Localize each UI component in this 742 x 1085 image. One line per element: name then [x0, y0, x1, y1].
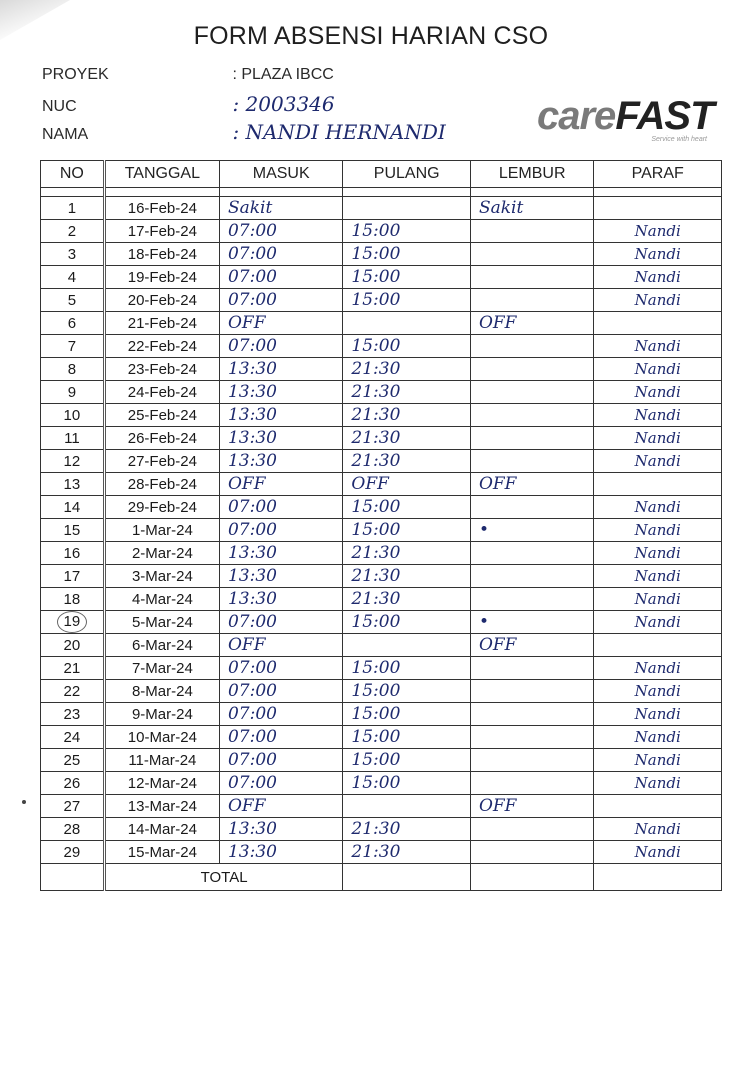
cell-pulang: 15:00: [343, 703, 471, 726]
cell-lembur: [470, 289, 593, 312]
cell-tanggal: 24-Feb-24: [104, 381, 219, 404]
cell-pulang: 21:30: [343, 450, 471, 473]
cell-no: 29: [41, 841, 105, 864]
cell-lembur: [470, 818, 593, 841]
cell-no: 14: [41, 496, 105, 519]
cell-tanggal: 18-Feb-24: [104, 243, 219, 266]
attendance-table-wrap: [40, 160, 722, 891]
table-row: [41, 841, 722, 864]
header-gap-row: [41, 188, 722, 197]
table-row: [41, 266, 722, 289]
cell-pulang: 15:00: [343, 749, 471, 772]
cell-tanggal: 23-Feb-24: [104, 358, 219, 381]
cell-pulang: [343, 634, 471, 657]
cell-masuk: Sakit: [219, 197, 342, 220]
table-row: [41, 197, 722, 220]
cell-pulang: 15:00: [343, 266, 471, 289]
cell-no: 5: [41, 289, 105, 312]
total-lembur: [470, 864, 593, 891]
cell-paraf: Nandi: [594, 450, 722, 473]
cell-tanggal: 2-Mar-24: [104, 542, 219, 565]
table-row: [41, 542, 722, 565]
cell-pulang: 15:00: [343, 243, 471, 266]
cell-lembur: [470, 220, 593, 243]
cell-no: 25: [41, 749, 105, 772]
table-row: [41, 795, 722, 818]
cell-pulang: 15:00: [343, 772, 471, 795]
cell-lembur: [470, 450, 593, 473]
table-row: [41, 634, 722, 657]
cell-lembur: •: [470, 611, 593, 634]
cell-no: 4: [41, 266, 105, 289]
stray-ink-dot: [22, 800, 26, 804]
cell-paraf: Nandi: [594, 703, 722, 726]
cell-masuk: 07:00: [219, 496, 342, 519]
table-row: [41, 818, 722, 841]
cell-lembur: [470, 266, 593, 289]
cell-masuk: 07:00: [219, 243, 342, 266]
table-row: [41, 220, 722, 243]
cell-no: 7: [41, 335, 105, 358]
nuc-value: : 2003346: [232, 92, 335, 116]
table-row: [41, 335, 722, 358]
cell-lembur: [470, 565, 593, 588]
cell-masuk: 07:00: [219, 611, 342, 634]
cell-no: 28: [41, 818, 105, 841]
table-row: [41, 703, 722, 726]
circled-number: 19: [57, 611, 87, 633]
cell-pulang: [343, 312, 471, 335]
cell-pulang: 21:30: [343, 565, 471, 588]
cell-lembur: [470, 496, 593, 519]
cell-lembur: [470, 335, 593, 358]
cell-no: 9: [41, 381, 105, 404]
cell-paraf: Nandi: [594, 427, 722, 450]
info-proyek: [42, 66, 334, 84]
cell-masuk: 07:00: [219, 749, 342, 772]
cell-masuk: 07:00: [219, 726, 342, 749]
total-row: [41, 864, 722, 891]
cell-no: 17: [41, 565, 105, 588]
cell-tanggal: 29-Feb-24: [104, 496, 219, 519]
cell-pulang: [343, 795, 471, 818]
cell-paraf: Nandi: [594, 335, 722, 358]
cell-no: 26: [41, 772, 105, 795]
cell-masuk: 13:30: [219, 542, 342, 565]
cell-lembur: [470, 680, 593, 703]
cell-masuk: 07:00: [219, 220, 342, 243]
cell-lembur: [470, 243, 593, 266]
cell-no: 10: [41, 404, 105, 427]
cell-tanggal: 3-Mar-24: [104, 565, 219, 588]
cell-tanggal: 27-Feb-24: [104, 450, 219, 473]
info-nuc: [42, 92, 335, 116]
cell-pulang: 15:00: [343, 611, 471, 634]
cell-lembur: [470, 358, 593, 381]
cell-paraf: [594, 197, 722, 220]
cell-pulang: 21:30: [343, 427, 471, 450]
info-nama: [42, 120, 446, 144]
cell-no: 21: [41, 657, 105, 680]
cell-paraf: Nandi: [594, 611, 722, 634]
cell-pulang: 21:30: [343, 818, 471, 841]
table-row: [41, 473, 722, 496]
cell-paraf: Nandi: [594, 496, 722, 519]
cell-tanggal: 9-Mar-24: [104, 703, 219, 726]
cell-no: 13: [41, 473, 105, 496]
cell-tanggal: 26-Feb-24: [104, 427, 219, 450]
cell-tanggal: 15-Mar-24: [104, 841, 219, 864]
attendance-table: [40, 160, 722, 891]
cell-tanggal: 8-Mar-24: [104, 680, 219, 703]
table-row: [41, 312, 722, 335]
cell-tanggal: 6-Mar-24: [104, 634, 219, 657]
table-row: [41, 381, 722, 404]
cell-tanggal: 21-Feb-24: [104, 312, 219, 335]
cell-lembur: Sakit: [470, 197, 593, 220]
cell-tanggal: 10-Mar-24: [104, 726, 219, 749]
proyek-label: PROYEK: [42, 66, 109, 83]
table-row: [41, 358, 722, 381]
cell-pulang: 21:30: [343, 381, 471, 404]
cell-masuk: 13:30: [219, 450, 342, 473]
cell-paraf: Nandi: [594, 680, 722, 703]
cell-no: 2: [41, 220, 105, 243]
cell-tanggal: 4-Mar-24: [104, 588, 219, 611]
cell-lembur: [470, 542, 593, 565]
cell-masuk: 13:30: [219, 404, 342, 427]
cell-pulang: 15:00: [343, 289, 471, 312]
nuc-label: NUC: [42, 98, 77, 115]
cell-tanggal: 25-Feb-24: [104, 404, 219, 427]
logo-fast: FAST: [615, 94, 714, 138]
table-row: [41, 496, 722, 519]
table-body: [41, 197, 722, 864]
cell-paraf: Nandi: [594, 289, 722, 312]
header-lembur: LEMBUR: [470, 161, 593, 188]
cell-masuk: OFF: [219, 634, 342, 657]
cell-paraf: Nandi: [594, 565, 722, 588]
table-row: [41, 680, 722, 703]
cell-lembur: [470, 404, 593, 427]
cell-no: 20: [41, 634, 105, 657]
cell-no: 8: [41, 358, 105, 381]
table-row: [41, 657, 722, 680]
cell-paraf: Nandi: [594, 542, 722, 565]
table-row: [41, 726, 722, 749]
cell-pulang: 15:00: [343, 726, 471, 749]
table-row: [41, 565, 722, 588]
cell-lembur: [470, 726, 593, 749]
header-pulang: PULANG: [343, 161, 471, 188]
cell-tanggal: 7-Mar-24: [104, 657, 219, 680]
cell-pulang: 21:30: [343, 358, 471, 381]
cell-lembur: [470, 588, 593, 611]
cell-masuk: 13:30: [219, 565, 342, 588]
cell-lembur: [470, 841, 593, 864]
cell-paraf: Nandi: [594, 266, 722, 289]
form-title: FORM ABSENSI HARIAN CSO: [193, 22, 549, 50]
cell-pulang: OFF: [343, 473, 471, 496]
cell-masuk: 13:30: [219, 358, 342, 381]
cell-lembur: OFF: [470, 795, 593, 818]
cell-no: 1: [41, 197, 105, 220]
table-row: [41, 588, 722, 611]
cell-tanggal: 20-Feb-24: [104, 289, 219, 312]
cell-pulang: 21:30: [343, 588, 471, 611]
cell-no: 11: [41, 427, 105, 450]
cell-lembur: [470, 749, 593, 772]
cell-pulang: 15:00: [343, 680, 471, 703]
cell-lembur: [470, 703, 593, 726]
nama-value: : NANDI HERNANDI: [232, 120, 446, 144]
cell-masuk: 07:00: [219, 519, 342, 542]
cell-pulang: 15:00: [343, 657, 471, 680]
cell-paraf: Nandi: [594, 726, 722, 749]
cell-pulang: 21:30: [343, 841, 471, 864]
header-no: NO: [41, 161, 105, 188]
cell-paraf: Nandi: [594, 404, 722, 427]
cell-paraf: Nandi: [594, 243, 722, 266]
table-row: [41, 404, 722, 427]
cell-tanggal: 22-Feb-24: [104, 335, 219, 358]
cell-tanggal: 16-Feb-24: [104, 197, 219, 220]
cell-lembur: [470, 657, 593, 680]
cell-paraf: [594, 634, 722, 657]
cell-paraf: [594, 795, 722, 818]
cell-no: 18: [41, 588, 105, 611]
cell-paraf: Nandi: [594, 519, 722, 542]
cell-tanggal: 17-Feb-24: [104, 220, 219, 243]
table-row: [41, 289, 722, 312]
cell-paraf: Nandi: [594, 841, 722, 864]
cell-pulang: 15:00: [343, 220, 471, 243]
cell-tanggal: 12-Mar-24: [104, 772, 219, 795]
cell-masuk: 07:00: [219, 266, 342, 289]
logo-care: care: [537, 94, 616, 138]
cell-masuk: 13:30: [219, 588, 342, 611]
cell-no: 15: [41, 519, 105, 542]
carefast-logo: [537, 96, 717, 148]
cell-pulang: 15:00: [343, 519, 471, 542]
cell-masuk: 07:00: [219, 657, 342, 680]
cell-masuk: 07:00: [219, 335, 342, 358]
cell-no: 3: [41, 243, 105, 266]
cell-masuk: 07:00: [219, 289, 342, 312]
cell-masuk: 13:30: [219, 818, 342, 841]
cell-no: [41, 611, 105, 634]
table-row: [41, 772, 722, 795]
total-paraf: [594, 864, 722, 891]
cell-pulang: 21:30: [343, 404, 471, 427]
cell-masuk: OFF: [219, 795, 342, 818]
cell-paraf: [594, 473, 722, 496]
cell-paraf: Nandi: [594, 772, 722, 795]
cell-pulang: 15:00: [343, 335, 471, 358]
cell-lembur: [470, 772, 593, 795]
cell-masuk: 13:30: [219, 427, 342, 450]
total-pulang: [343, 864, 471, 891]
header-tanggal: TANGGAL: [104, 161, 219, 188]
cell-pulang: 21:30: [343, 542, 471, 565]
cell-pulang: [343, 197, 471, 220]
logo-tagline: Service with heart: [651, 136, 707, 143]
cell-paraf: Nandi: [594, 358, 722, 381]
cell-masuk: 13:30: [219, 381, 342, 404]
table-row: [41, 519, 722, 542]
cell-lembur: [470, 427, 593, 450]
total-label: TOTAL: [104, 864, 343, 891]
table-row: [41, 427, 722, 450]
cell-lembur: OFF: [470, 634, 593, 657]
cell-tanggal: 14-Mar-24: [104, 818, 219, 841]
cell-no: 12: [41, 450, 105, 473]
cell-masuk: OFF: [219, 473, 342, 496]
cell-lembur: OFF: [470, 312, 593, 335]
cell-masuk: 07:00: [219, 680, 342, 703]
cell-no: 24: [41, 726, 105, 749]
cell-paraf: Nandi: [594, 749, 722, 772]
cell-masuk: 07:00: [219, 703, 342, 726]
table-header-row: [41, 161, 722, 188]
cell-lembur: [470, 381, 593, 404]
cell-no: 27: [41, 795, 105, 818]
table-row: [41, 611, 722, 634]
cell-paraf: Nandi: [594, 818, 722, 841]
cell-masuk: 13:30: [219, 841, 342, 864]
header-paraf: PARAF: [594, 161, 722, 188]
cell-paraf: Nandi: [594, 588, 722, 611]
cell-no: 23: [41, 703, 105, 726]
cell-masuk: 07:00: [219, 772, 342, 795]
cell-tanggal: 5-Mar-24: [104, 611, 219, 634]
cell-lembur: OFF: [470, 473, 593, 496]
table-row: [41, 243, 722, 266]
proyek-value: : PLAZA IBCC: [232, 66, 334, 83]
cell-paraf: Nandi: [594, 220, 722, 243]
table-row: [41, 749, 722, 772]
cell-paraf: Nandi: [594, 381, 722, 404]
cell-tanggal: 28-Feb-24: [104, 473, 219, 496]
table-row: [41, 450, 722, 473]
cell-tanggal: 11-Mar-24: [104, 749, 219, 772]
cell-no: 6: [41, 312, 105, 335]
cell-no: 16: [41, 542, 105, 565]
cell-tanggal: 13-Mar-24: [104, 795, 219, 818]
cell-masuk: OFF: [219, 312, 342, 335]
cell-tanggal: 1-Mar-24: [104, 519, 219, 542]
header-masuk: MASUK: [219, 161, 342, 188]
cell-paraf: Nandi: [594, 657, 722, 680]
cell-pulang: 15:00: [343, 496, 471, 519]
cell-tanggal: 19-Feb-24: [104, 266, 219, 289]
cell-no: 22: [41, 680, 105, 703]
nama-label: NAMA: [42, 126, 89, 143]
cell-paraf: [594, 312, 722, 335]
cell-lembur: •: [470, 519, 593, 542]
